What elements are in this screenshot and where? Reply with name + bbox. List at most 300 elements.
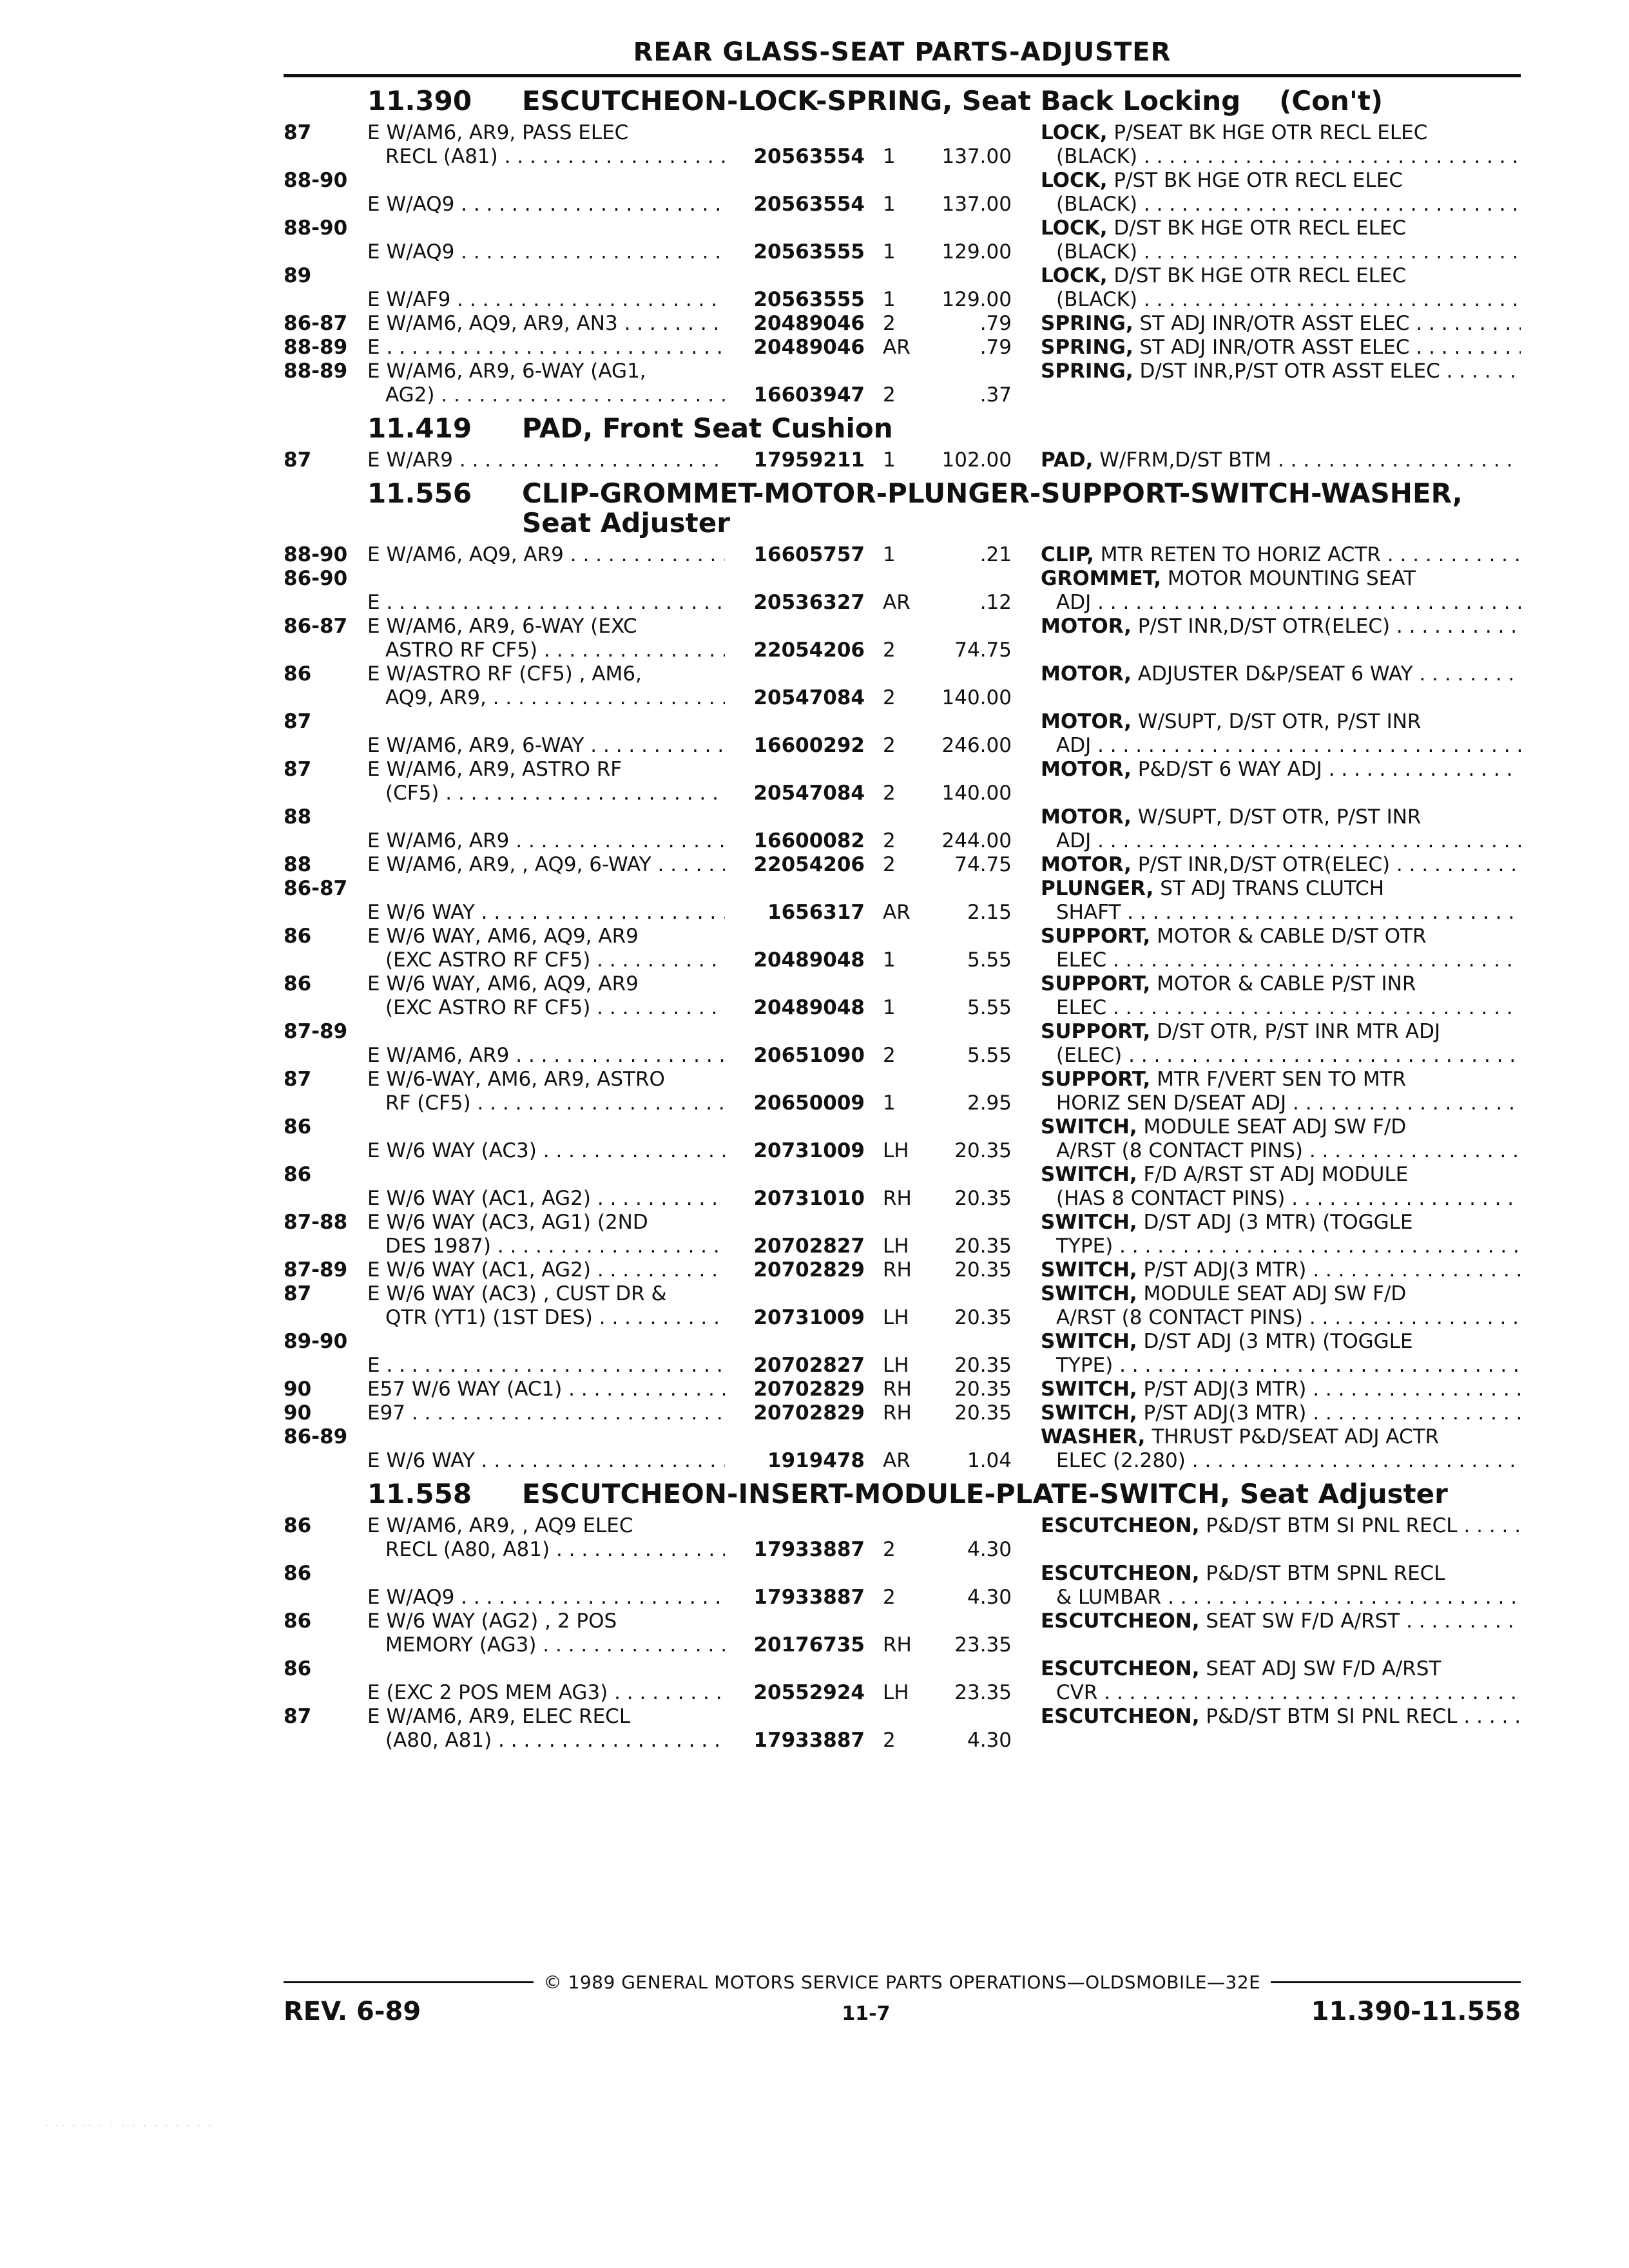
part-description — [1041, 1282, 1521, 1306]
section-range: 11.390-11.558 — [1311, 1997, 1521, 2026]
part-description-text: D/ST ADJ (3 MTR) (TOGGLE — [1143, 1211, 1413, 1234]
model-year: 86 — [284, 1562, 312, 1585]
parts-entry — [284, 567, 1521, 615]
part-description-text: ELEC (2.280) — [1056, 1449, 1186, 1472]
price: 1.04 — [967, 1449, 1012, 1472]
part-description-text: MODULE SEAT ADJ SW F/D — [1143, 1115, 1407, 1139]
part-description-text: MOTOR MOUNTING SEAT — [1167, 567, 1416, 590]
parts-entry — [284, 1378, 1521, 1401]
model-year: 88-90 — [284, 543, 348, 566]
entry-line — [284, 615, 1521, 639]
parts-entry — [284, 925, 1521, 972]
part-description-text: ST ADJ TRANS CLUTCH — [1160, 877, 1385, 900]
part-name: PLUNGER, — [1041, 877, 1154, 900]
entry-line — [284, 1425, 1521, 1449]
part-description — [1041, 288, 1521, 312]
model-usage: E W/AM6, AR9, 6-WAY (AG1, — [367, 360, 646, 383]
entry-line — [284, 121, 1521, 145]
model-year: 88-89 — [284, 336, 348, 359]
section-heading — [284, 479, 1521, 508]
part-description — [1041, 1163, 1521, 1187]
price: 129.00 — [941, 240, 1012, 264]
model-year: 87 — [284, 121, 312, 144]
model-usage: E W/ASTRO RF (CF5) , AM6, — [367, 662, 642, 686]
section-heading — [284, 414, 1521, 443]
entry-line — [284, 1020, 1521, 1044]
model-year: 86 — [284, 972, 312, 995]
part-number: 20489048 — [753, 948, 865, 972]
part-description — [1041, 240, 1521, 264]
entry-line — [284, 1306, 1521, 1330]
part-description-text: ADJ — [1056, 829, 1092, 852]
price: 246.00 — [941, 734, 1012, 757]
model-year: 87 — [284, 1705, 312, 1728]
price: 20.35 — [954, 1306, 1012, 1329]
entry-line — [284, 639, 1521, 662]
part-description — [1041, 710, 1521, 734]
entry-line — [284, 240, 1521, 264]
entry-line — [284, 734, 1521, 758]
part-number: 17933887 — [753, 1586, 865, 1609]
price: 20.35 — [954, 1235, 1012, 1258]
parts-entry — [284, 1282, 1521, 1330]
part-description-text: CVR — [1056, 1681, 1098, 1704]
model-year: 90 — [284, 1401, 312, 1425]
model-usage: E57 W/6 WAY (AC1) . . . — [367, 1378, 725, 1401]
entry-line — [284, 1705, 1521, 1729]
model-usage: E W/AQ9 . . . — [367, 1586, 725, 1610]
part-number: 20536327 — [753, 591, 865, 614]
part-name: SWITCH, — [1041, 1401, 1137, 1425]
model-usage: E W/6 WAY (AC3, AG1) (2ND — [367, 1211, 648, 1234]
part-number: 1919478 — [767, 1449, 865, 1472]
part-description — [1041, 448, 1521, 472]
model-year: 87-88 — [284, 1211, 348, 1234]
sections-container — [284, 86, 1521, 1753]
quantity: AR — [883, 1449, 911, 1472]
parts-entry — [284, 264, 1521, 312]
page-footer — [284, 1972, 1521, 2026]
entry-line — [284, 1586, 1521, 1610]
model-usage: E W/AM6, AR9, 6-WAY . . . — [367, 734, 725, 758]
model-year: 90 — [284, 1378, 312, 1401]
part-description-text: ADJ — [1056, 591, 1092, 614]
model-usage: MEMORY (AG3) . . . — [367, 1633, 725, 1657]
part-description-text: W/SUPT, D/ST OTR, P/ST INR — [1137, 710, 1422, 733]
price: 4.30 — [967, 1538, 1012, 1561]
entry-line — [284, 1258, 1521, 1282]
part-description-text: A/RST (8 CONTACT PINS) — [1056, 1139, 1303, 1162]
part-description — [1041, 734, 1521, 758]
part-description-text: D/ST BK HGE OTR RECL ELEC — [1113, 216, 1407, 240]
part-description-text: & LUMBAR — [1056, 1586, 1162, 1609]
quantity: 2 — [883, 734, 896, 757]
continued-label: (Con't) — [1279, 85, 1383, 117]
part-name: ESCUTCHEON, — [1041, 1610, 1200, 1633]
part-description — [1041, 877, 1521, 901]
price: 244.00 — [941, 829, 1012, 852]
entry-line — [284, 169, 1521, 193]
part-name: LOCK, — [1041, 169, 1108, 192]
section-title-text: ESCUTCHEON-LOCK-SPRING, Seat Back Locking — [522, 85, 1241, 117]
parts-entry — [284, 312, 1521, 336]
part-name: LOCK, — [1041, 264, 1108, 287]
model-year: 87 — [284, 758, 312, 781]
model-usage: E . . . — [367, 591, 725, 615]
part-name: CLIP, — [1041, 543, 1094, 566]
entry-line — [284, 829, 1521, 853]
part-name: SPRING, — [1041, 312, 1133, 335]
part-name: SPRING, — [1041, 360, 1133, 383]
quantity: RH — [883, 1258, 912, 1282]
entry-line — [284, 758, 1521, 782]
part-number: 17933887 — [753, 1729, 865, 1752]
entry-line — [284, 1235, 1521, 1258]
parts-entry — [284, 1514, 1521, 1562]
part-description — [1041, 591, 1521, 615]
parts-entry — [284, 972, 1521, 1020]
model-usage: E W/6 WAY (AG2) , 2 POS — [367, 1610, 617, 1633]
part-description-text: D/ST BK HGE OTR RECL ELEC — [1113, 264, 1407, 287]
price: 20.35 — [954, 1401, 1012, 1425]
parts-entry — [284, 662, 1521, 710]
part-description — [1041, 1657, 1521, 1681]
part-description-text: P&D/ST BTM SI PNL RECL — [1206, 1705, 1458, 1728]
section-heading — [284, 1479, 1521, 1509]
entry-line — [284, 1139, 1521, 1163]
model-year: 87-89 — [284, 1020, 348, 1043]
part-description — [1041, 1068, 1521, 1091]
scan-speckle: . .. . .. . . . . . . . . . . . — [45, 2119, 214, 2129]
part-description-text: P/ST ADJ(3 MTR) — [1143, 1258, 1307, 1282]
model-usage: E W/6 WAY (AC3) , CUST DR & — [367, 1282, 667, 1305]
model-year: 86 — [284, 1163, 312, 1186]
header-rule — [284, 74, 1521, 77]
part-description-text: P/ST ADJ(3 MTR) — [1143, 1401, 1307, 1425]
part-description — [1041, 1139, 1521, 1163]
parts-entry — [284, 169, 1521, 216]
part-number: 22054206 — [753, 639, 865, 662]
entry-line — [284, 336, 1521, 360]
part-number: 20731009 — [753, 1139, 865, 1162]
part-number: 17933887 — [753, 1538, 865, 1561]
parts-entry — [284, 216, 1521, 264]
part-name: SWITCH, — [1041, 1115, 1137, 1139]
part-description-text: P&D/ST BTM SI PNL RECL — [1206, 1514, 1458, 1537]
price: 20.35 — [954, 1139, 1012, 1162]
entry-line — [284, 383, 1521, 407]
model-year: 86-90 — [284, 567, 348, 590]
quantity: 2 — [883, 312, 896, 335]
model-year: 86-89 — [284, 1425, 348, 1448]
part-description — [1041, 1044, 1521, 1068]
price: 4.30 — [967, 1586, 1012, 1609]
part-description — [1041, 1562, 1521, 1586]
section-title-text: CLIP-GROMMET-MOTOR-PLUNGER-SUPPORT-SWITCH-WASHER, — [522, 477, 1463, 509]
part-number: 20702829 — [753, 1258, 865, 1282]
parts-entry — [284, 1163, 1521, 1211]
part-number: 20563554 — [753, 193, 865, 216]
entry-line — [284, 145, 1521, 169]
model-usage: E W/AM6, AR9, ASTRO RF — [367, 758, 622, 781]
part-number: 20702827 — [753, 1354, 865, 1377]
model-usage: (EXC ASTRO RF CF5) . . . — [367, 948, 725, 972]
part-number: 20650009 — [753, 1091, 865, 1115]
part-description-text: W/SUPT, D/ST OTR, P/ST INR — [1137, 805, 1422, 829]
model-year: 87 — [284, 710, 312, 733]
price: 137.00 — [941, 145, 1012, 168]
section-heading-line2 — [284, 508, 1521, 538]
part-description — [1041, 169, 1521, 193]
section-title — [522, 414, 1521, 443]
section-title-text: PAD, Front Seat Cushion — [522, 412, 893, 444]
part-description-text: P/SEAT BK HGE OTR RECL ELEC — [1113, 121, 1428, 144]
part-description-text: (BLACK) — [1056, 193, 1138, 216]
entry-line — [284, 1378, 1521, 1401]
entry-line — [284, 216, 1521, 240]
model-year: 87 — [284, 1068, 312, 1091]
entry-line — [284, 901, 1521, 925]
part-description-text: P/ST INR,D/ST OTR(ELEC) — [1137, 853, 1391, 876]
part-description-text: THRUST P&D/SEAT ADJ ACTR — [1152, 1425, 1440, 1448]
part-number: 20651090 — [753, 1044, 865, 1067]
part-description-text: P/ST BK HGE OTR RECL ELEC — [1113, 169, 1403, 192]
quantity: 2 — [883, 829, 896, 852]
part-number: 20731010 — [753, 1187, 865, 1210]
quantity: RH — [883, 1187, 912, 1210]
quantity: 2 — [883, 853, 896, 876]
model-usage: E W/AM6, AR9, , AQ9, 6-WAY . . . — [367, 853, 725, 877]
price: 5.55 — [967, 948, 1012, 972]
price: 140.00 — [941, 782, 1012, 805]
part-description — [1041, 1401, 1521, 1425]
part-description — [1041, 853, 1521, 877]
model-usage: E W/AM6, AR9, ELEC RECL — [367, 1705, 631, 1728]
part-description-text: SHAFT — [1056, 901, 1121, 924]
section-subtitle: Seat Adjuster — [522, 507, 730, 539]
parts-entry — [284, 360, 1521, 407]
part-description — [1041, 1306, 1521, 1330]
entry-line — [284, 1282, 1521, 1306]
part-name: MOTOR, — [1041, 710, 1132, 733]
entry-line — [284, 686, 1521, 710]
part-number: 16603947 — [753, 383, 865, 407]
part-description — [1041, 662, 1521, 686]
entry-line — [284, 288, 1521, 312]
model-usage: E . . . — [367, 1354, 725, 1378]
model-year: 88-90 — [284, 216, 348, 240]
model-year: 89-90 — [284, 1330, 348, 1353]
quantity: 2 — [883, 383, 896, 407]
parts-entry — [284, 1211, 1521, 1258]
part-description — [1041, 972, 1521, 996]
model-usage: E W/AM6, AQ9, AR9, AN3 . . . — [367, 312, 725, 336]
part-number: 1656317 — [767, 901, 865, 924]
quantity: AR — [883, 336, 911, 359]
model-usage: ASTRO RF CF5) . . . — [367, 639, 725, 662]
entry-line — [284, 1354, 1521, 1378]
parts-entry — [284, 805, 1521, 853]
section-title — [522, 479, 1521, 508]
section-number: 11.419 — [367, 412, 472, 444]
part-description-text: (BLACK) — [1056, 145, 1138, 168]
part-number: 20489046 — [753, 336, 865, 359]
part-name: SUPPORT, — [1041, 1020, 1151, 1043]
part-number: 20702829 — [753, 1401, 865, 1425]
entry-line — [284, 1091, 1521, 1115]
section-number: 11.390 — [367, 85, 472, 117]
part-description-text: SEAT ADJ SW F/D A/RST — [1206, 1657, 1441, 1680]
part-number: 20702827 — [753, 1235, 865, 1258]
model-year: 86 — [284, 1514, 312, 1537]
revision-label: REV. 6-89 — [284, 1997, 421, 2026]
part-description — [1041, 925, 1521, 948]
part-number: 20489048 — [753, 996, 865, 1019]
part-name: SWITCH, — [1041, 1258, 1137, 1282]
part-description — [1041, 1330, 1521, 1354]
part-name: SWITCH, — [1041, 1378, 1137, 1401]
parts-entry — [284, 1610, 1521, 1657]
part-description-text: TYPE) — [1056, 1235, 1113, 1258]
entry-line — [284, 996, 1521, 1020]
part-number: 20547084 — [753, 686, 865, 709]
part-description — [1041, 1235, 1521, 1258]
model-usage: E W/AM6, AR9 . . . — [367, 1044, 725, 1068]
model-usage: E W/6 WAY . . . — [367, 1449, 725, 1473]
price: 23.35 — [954, 1681, 1012, 1704]
part-description-text: (BLACK) — [1056, 288, 1138, 311]
part-description-text: ADJUSTER D&P/SEAT 6 WAY — [1137, 662, 1413, 686]
part-number: 20563555 — [753, 240, 865, 264]
model-usage: E W/AR9 . . . — [367, 448, 725, 472]
model-usage: DES 1987) . . . — [367, 1235, 725, 1258]
parts-entry — [284, 448, 1521, 472]
part-name: ESCUTCHEON, — [1041, 1562, 1200, 1585]
model-usage: (EXC ASTRO RF CF5) . . . — [367, 996, 725, 1020]
part-description — [1041, 829, 1521, 853]
part-description — [1041, 1258, 1521, 1282]
part-description — [1041, 360, 1521, 383]
quantity: AR — [883, 901, 911, 924]
model-usage: E W/AQ9 . . . — [367, 240, 725, 264]
part-name: SUPPORT, — [1041, 925, 1151, 948]
model-usage: E W/6 WAY (AC1, AG2) . . . — [367, 1258, 725, 1282]
parts-entry — [284, 1068, 1521, 1115]
entry-line — [284, 1449, 1521, 1473]
price: 2.95 — [967, 1091, 1012, 1115]
part-description-text: ELEC — [1056, 996, 1107, 1019]
model-usage: (CF5) . . . — [367, 782, 725, 805]
part-description — [1041, 145, 1521, 169]
part-description — [1041, 758, 1521, 782]
footer-rule-right — [1271, 1981, 1521, 1983]
copyright-text: © 1989 GENERAL MOTORS SERVICE PARTS OPERATIONS—OLDSMOBILE—32E — [543, 1972, 1261, 1993]
entry-line — [284, 193, 1521, 216]
part-description-text: P/ST ADJ(3 MTR) — [1143, 1378, 1307, 1401]
part-description-text: MTR RETEN TO HORIZ ACTR — [1100, 543, 1381, 566]
quantity: 2 — [883, 1729, 896, 1752]
part-description — [1041, 193, 1521, 216]
entry-line — [284, 1514, 1521, 1538]
entry-line — [284, 972, 1521, 996]
catalog-page — [284, 35, 1521, 2026]
part-name: SWITCH, — [1041, 1211, 1137, 1234]
entry-line — [284, 448, 1521, 472]
quantity: LH — [883, 1139, 909, 1162]
parts-entry — [284, 1258, 1521, 1282]
quantity: 2 — [883, 1044, 896, 1067]
model-year: 88-89 — [284, 360, 348, 383]
part-number: 20731009 — [753, 1306, 865, 1329]
entry-line — [284, 1729, 1521, 1753]
part-name: SUPPORT, — [1041, 1068, 1151, 1091]
part-number: 20176735 — [753, 1633, 865, 1657]
part-description-text: F/D A/RST ST ADJ MODULE — [1143, 1163, 1409, 1186]
part-name: MOTOR, — [1041, 853, 1132, 876]
entry-line — [284, 1633, 1521, 1657]
model-year: 86 — [284, 925, 312, 948]
parts-entry — [284, 877, 1521, 925]
part-description — [1041, 1514, 1521, 1538]
section-title-text: ESCUTCHEON-INSERT-MODULE-PLATE-SWITCH, Seat Adjuster — [522, 1478, 1448, 1510]
part-number: 22054206 — [753, 853, 865, 876]
price: .79 — [979, 336, 1012, 359]
part-description-text: TYPE) — [1056, 1354, 1113, 1377]
entry-line — [284, 877, 1521, 901]
model-usage: RECL (A81) . . . — [367, 145, 725, 169]
model-year: 86-87 — [284, 877, 348, 900]
part-description — [1041, 1211, 1521, 1235]
part-description-text: P/ST INR,D/ST OTR(ELEC) — [1137, 615, 1391, 638]
entry-line — [284, 1610, 1521, 1633]
parts-entry — [284, 1115, 1521, 1163]
part-name: MOTOR, — [1041, 758, 1132, 781]
part-number: 16600292 — [753, 734, 865, 757]
price: 137.00 — [941, 193, 1012, 216]
model-usage: E W/AF9 . . . — [367, 288, 725, 312]
page-number: 11-7 — [842, 2003, 891, 2025]
model-year: 86 — [284, 662, 312, 686]
quantity: 1 — [883, 543, 896, 566]
quantity: 2 — [883, 686, 896, 709]
quantity: 2 — [883, 782, 896, 805]
part-description — [1041, 901, 1521, 925]
part-description-text: ST ADJ INR/OTR ASST ELEC — [1139, 312, 1410, 335]
model-year: 88 — [284, 853, 312, 876]
model-usage: RF (CF5) . . . — [367, 1091, 725, 1115]
model-usage: E97 . . . — [367, 1401, 725, 1425]
price: 23.35 — [954, 1633, 1012, 1657]
part-number: 20489046 — [753, 312, 865, 335]
section-title — [522, 86, 1521, 116]
price: 140.00 — [941, 686, 1012, 709]
part-description-text: ST ADJ INR/OTR ASST ELEC — [1139, 336, 1410, 359]
entry-line — [284, 1330, 1521, 1354]
part-description-text: W/FRM,D/ST BTM — [1099, 448, 1272, 472]
model-usage: E W/AM6, AQ9, AR9 . . . — [367, 543, 725, 567]
entry-line — [284, 1657, 1521, 1681]
part-description — [1041, 1020, 1521, 1044]
parts-entry — [284, 543, 1521, 567]
entry-line — [284, 1211, 1521, 1235]
quantity: 2 — [883, 639, 896, 662]
price: 74.75 — [954, 639, 1012, 662]
part-name: SWITCH, — [1041, 1330, 1137, 1353]
price: 20.35 — [954, 1187, 1012, 1210]
parts-entry — [284, 336, 1521, 360]
price: 4.30 — [967, 1729, 1012, 1752]
part-description-text: P&D/ST 6 WAY ADJ — [1137, 758, 1322, 781]
